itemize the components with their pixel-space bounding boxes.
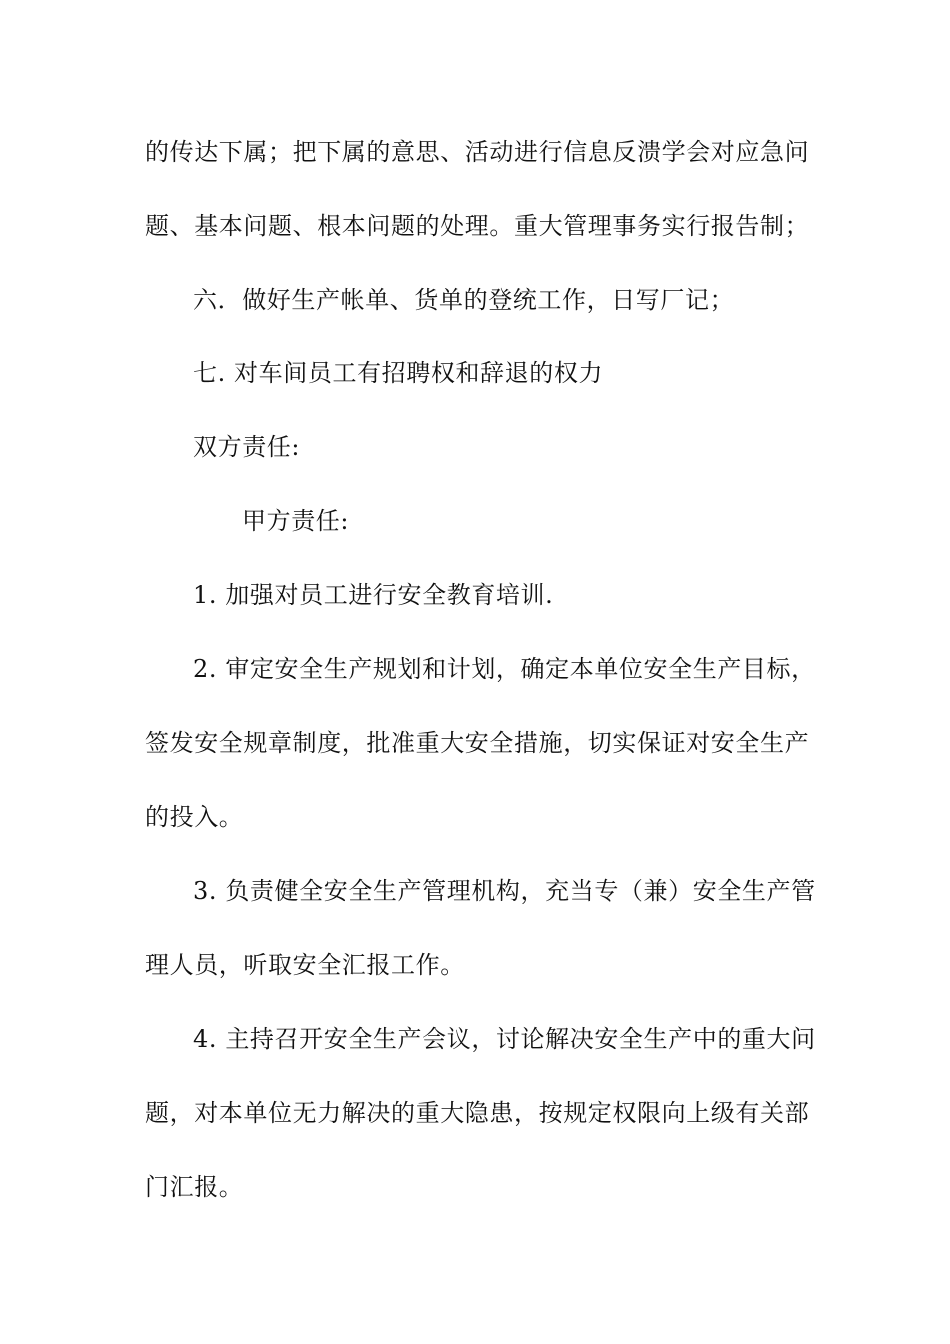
text-line: 理人员，听取安全汇报工作。 [145,951,465,979]
text-line: 七. 对车间员工有招聘权和辞退的权力 [193,359,604,387]
list-item: 1. 加强对员工进行安全教育培训. [193,581,554,609]
section-heading: 双方责任: [193,433,301,461]
text-line: 题、基本问题、根本问题的处理。重大管理事务实行报告制； [145,212,810,240]
text-line: 的投入。 [145,803,244,831]
subsection-heading: 甲方责任: [242,507,350,535]
text-line: 门汇报。 [145,1173,244,1201]
list-item: 4. 主持召开安全生产会议，讨论解决安全生产中的重大问 [193,1025,816,1053]
text-line: 签发安全规章制度，批准重大安全措施，切实保证对安全生产 [145,729,810,757]
list-item: 3. 负责健全安全生产管理机构，充当专（兼）安全生产管 [193,877,816,905]
text-line: 的传达下属；把下属的意思、活动进行信息反溃学会对应急问 [145,138,810,166]
text-line: 六．做好生产帐单、货单的登统工作，日写厂记； [193,286,735,314]
list-item: 2. 审定安全生产规划和计划，确定本单位安全生产目标， [193,655,816,683]
text-line: 题，对本单位无力解决的重大隐患，按规定权限向上级有关部 [145,1099,810,1127]
